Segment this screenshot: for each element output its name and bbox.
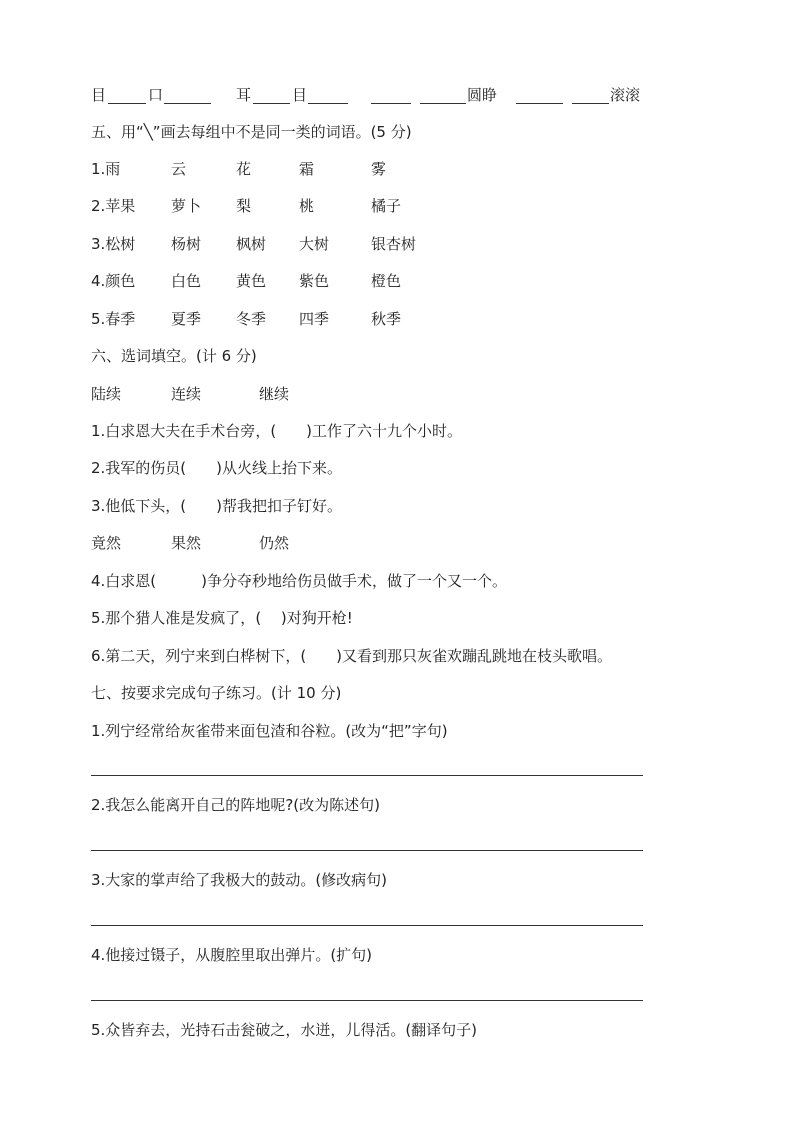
word-bank-item: 果然 xyxy=(171,534,202,552)
answer-blank[interactable] xyxy=(516,103,563,104)
word-bank-item: 陆续 xyxy=(91,385,122,403)
fill-item: 4.白求恩( )争分夺秒地给伤员做手术，做了一个又一个。 xyxy=(91,572,508,590)
sentence-item: 4.他接过镊子，从腹腔里取出弹片。(扩句) xyxy=(91,946,373,964)
word-choice[interactable]: 银杏树 xyxy=(371,235,417,253)
row-label: 2.苹果 xyxy=(91,197,136,215)
word-choice[interactable]: 夏季 xyxy=(171,310,202,328)
sentence-item: 5.众皆弃去，光持石击瓮破之，水迸，儿得活。(翻译句子) xyxy=(91,1021,478,1039)
top-char: 口 xyxy=(148,86,164,104)
word-choice[interactable]: 杨树 xyxy=(171,235,202,253)
answer-blank[interactable] xyxy=(164,103,211,104)
row-label: 5.春季 xyxy=(91,310,136,328)
fill-item: 6.第二天，列宁来到白桦树下，( )又看到那只灰雀欢蹦乱跳地在枝头歌唱。 xyxy=(91,647,613,665)
word-choice[interactable]: 秋季 xyxy=(371,310,402,328)
word-bank-item: 仍然 xyxy=(259,534,290,552)
word-choice[interactable]: 四季 xyxy=(299,310,330,328)
word-choice[interactable]: 雾 xyxy=(371,160,387,178)
answer-blank[interactable] xyxy=(108,103,146,104)
section-5-heading: 五、用“╲”画去每组中不是同一类的词语。(5 分) xyxy=(91,123,412,141)
answer-blank[interactable] xyxy=(420,103,466,104)
word-choice[interactable]: 冬季 xyxy=(236,310,267,328)
answer-line[interactable] xyxy=(91,775,643,776)
section-7-heading: 七、按要求完成句子练习。(计 10 分) xyxy=(91,684,342,702)
sentence-item: 3.大家的掌声给了我极大的鼓动。(修改病句) xyxy=(91,871,388,889)
answer-blank[interactable] xyxy=(308,103,348,104)
fill-item: 3.他低下头，( )帮我把扣子钉好。 xyxy=(91,497,343,515)
fill-item: 2.我军的伤员( )从火线上抬下来。 xyxy=(91,459,343,477)
top-char: 目 xyxy=(292,86,308,104)
answer-line[interactable] xyxy=(91,1000,643,1001)
fill-item: 5.那个猎人准是发疯了，( )对狗开枪! xyxy=(91,609,353,627)
word-bank-item: 继续 xyxy=(259,385,290,403)
fill-item: 1.白求恩大夫在手术台旁，( )工作了六十九个小时。 xyxy=(91,422,463,440)
top-word: 滚滚 xyxy=(610,86,641,104)
word-bank-item: 竟然 xyxy=(91,534,122,552)
answer-blank[interactable] xyxy=(371,103,411,104)
word-choice[interactable]: 橘子 xyxy=(371,197,402,215)
word-choice[interactable]: 梨 xyxy=(236,197,252,215)
top-word: 圆睁 xyxy=(467,86,498,104)
word-bank-item: 连续 xyxy=(171,385,202,403)
word-choice[interactable]: 霜 xyxy=(299,160,315,178)
answer-line[interactable] xyxy=(91,925,643,926)
answer-blank[interactable] xyxy=(253,103,290,104)
word-choice[interactable]: 黄色 xyxy=(236,272,267,290)
row-label: 4.颜色 xyxy=(91,272,136,290)
top-char: 耳 xyxy=(236,86,252,104)
word-choice[interactable]: 枫树 xyxy=(236,235,267,253)
section-6-heading: 六、选词填空。(计 6 分) xyxy=(91,347,257,365)
word-choice[interactable]: 萝卜 xyxy=(171,197,202,215)
word-choice[interactable]: 橙色 xyxy=(371,272,402,290)
word-choice[interactable]: 云 xyxy=(171,160,187,178)
word-choice[interactable]: 花 xyxy=(236,160,252,178)
row-label: 3.松树 xyxy=(91,235,136,253)
word-choice[interactable]: 紫色 xyxy=(299,272,330,290)
row-label: 1.雨 xyxy=(91,160,121,178)
top-char: 目 xyxy=(91,86,107,104)
answer-blank[interactable] xyxy=(572,103,609,104)
sentence-item: 2.我怎么能离开自己的阵地呢?(改为陈述句) xyxy=(91,796,380,814)
answer-line[interactable] xyxy=(91,850,643,851)
word-choice[interactable]: 大树 xyxy=(299,235,330,253)
word-choice[interactable]: 桃 xyxy=(299,197,315,215)
word-choice[interactable]: 白色 xyxy=(171,272,202,290)
sentence-item: 1.列宁经常给灰雀带来面包渣和谷粒。(改为“把”字句) xyxy=(91,722,448,740)
